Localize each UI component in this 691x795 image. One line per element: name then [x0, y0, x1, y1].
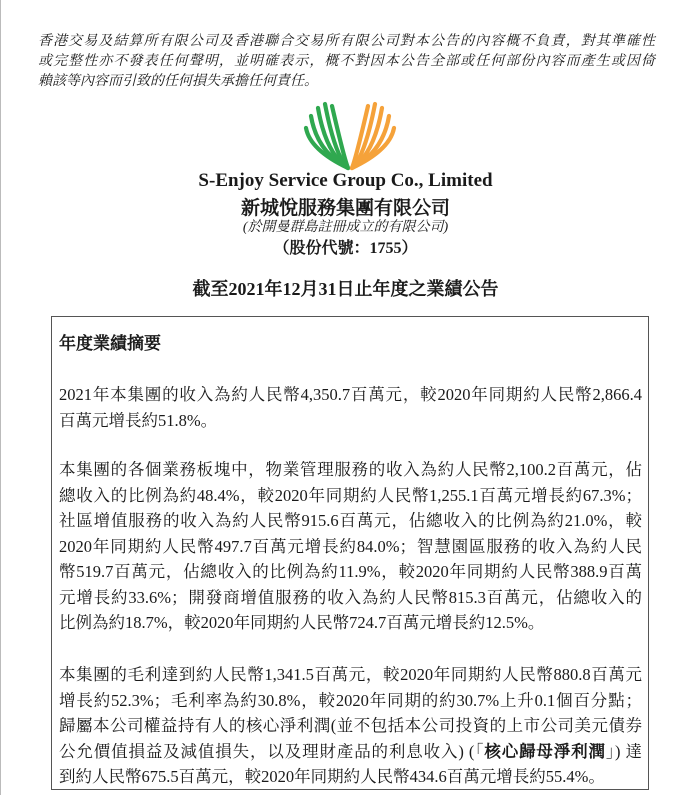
summary-title: 年度業績摘要: [59, 334, 161, 354]
announcement-title: 截至2021年12月31日止年度之業績公告: [192, 279, 499, 299]
text-line: 百萬元增長約51.8%。: [59, 410, 218, 430]
text-line: 本集團的毛利達到約人民幣1,341.5百萬元，較2020年同期約人民幣880.8百萬元: [59, 665, 642, 684]
text-line: [59, 739, 642, 765]
defined-term: 核心歸母淨利潤: [484, 741, 606, 761]
text-line: 幣519.7百萬元，佔總收入的比例為約11.9%，較2020年同期約人民幣388.9百萬: [59, 562, 642, 581]
disclaimer-line: 香港交易及結算所有限公司及香港聯合交易所有限公司對本公告的內容概不負責，對其準確性: [38, 34, 655, 49]
text-line: 2021年本集團的收入為約人民幣4,350.7百萬元，較2020年同期約人民幣2,866.4: [59, 385, 642, 404]
text-line: 總收入的比例為約48.4%，較2020年同期約人民幣1,255.1百萬元增長約67.3%；: [59, 485, 642, 505]
summary-paragraph-segments: [59, 457, 642, 636]
stock-code: （股份代號：1755）: [273, 240, 418, 257]
text-line: 歸屬本公司權益持有人的核心淨利潤(並不包括本公司投資的上市公司美元債券: [59, 716, 642, 735]
disclaimer: [38, 32, 655, 92]
text-line: 2020年同期約人民幣497.7百萬元增長約84.0%；智慧園區服務的收入為約人民: [59, 536, 642, 556]
text-line: 增長約52.3%；毛利率為約30.8%，較2020年同期的約30.7%上升0.1個百分點；: [59, 690, 642, 710]
incorporation-note: (於開曼群島註冊成立的有限公司): [242, 220, 449, 235]
text-segment: 公允價值損益及減值損失，以及理財產品的利息收入) (「: [59, 741, 485, 761]
company-logo: [300, 98, 400, 172]
text-line: 到約人民幣675.5百萬元，較2020年同期約人民幣434.6百萬元增長約55.4%。: [59, 767, 605, 786]
text-line: 比例為約18.7%，較2020年同期約人民幣724.7百萬元增長約12.5%。: [59, 613, 545, 632]
text-line: 社區增值服務的收入為約人民幣915.6百萬元，佔總收入的比例為約21.0%，較: [59, 511, 642, 530]
page-edge: [0, 0, 1, 795]
company-name-zh: 新城悅服務集團有限公司: [240, 198, 450, 219]
text-line: 本集團的各個業務板塊中，物業管理服務的收入為約人民幣2,100.2百萬元，佔: [59, 460, 642, 479]
disclaimer-line: 或完整性亦不發表任何聲明，並明確表示，概不對因本公告全部或任何部份內容而產生或因倚: [38, 54, 655, 69]
summary-paragraph-profit: [59, 662, 642, 790]
disclaimer-line: 賴該等內容而引致的任何損失承擔任何責任。: [38, 74, 318, 89]
summary-paragraph-revenue: [59, 382, 642, 433]
annual-results-summary-box: [51, 316, 649, 790]
company-name-en: S-Enjoy Service Group Co., Limited: [198, 170, 493, 191]
text-segment: 」) 達: [605, 741, 643, 761]
text-line: 元增長約33.6%；開發商增值服務的收入為約人民幣815.3百萬元，佔總收入的: [59, 587, 642, 607]
